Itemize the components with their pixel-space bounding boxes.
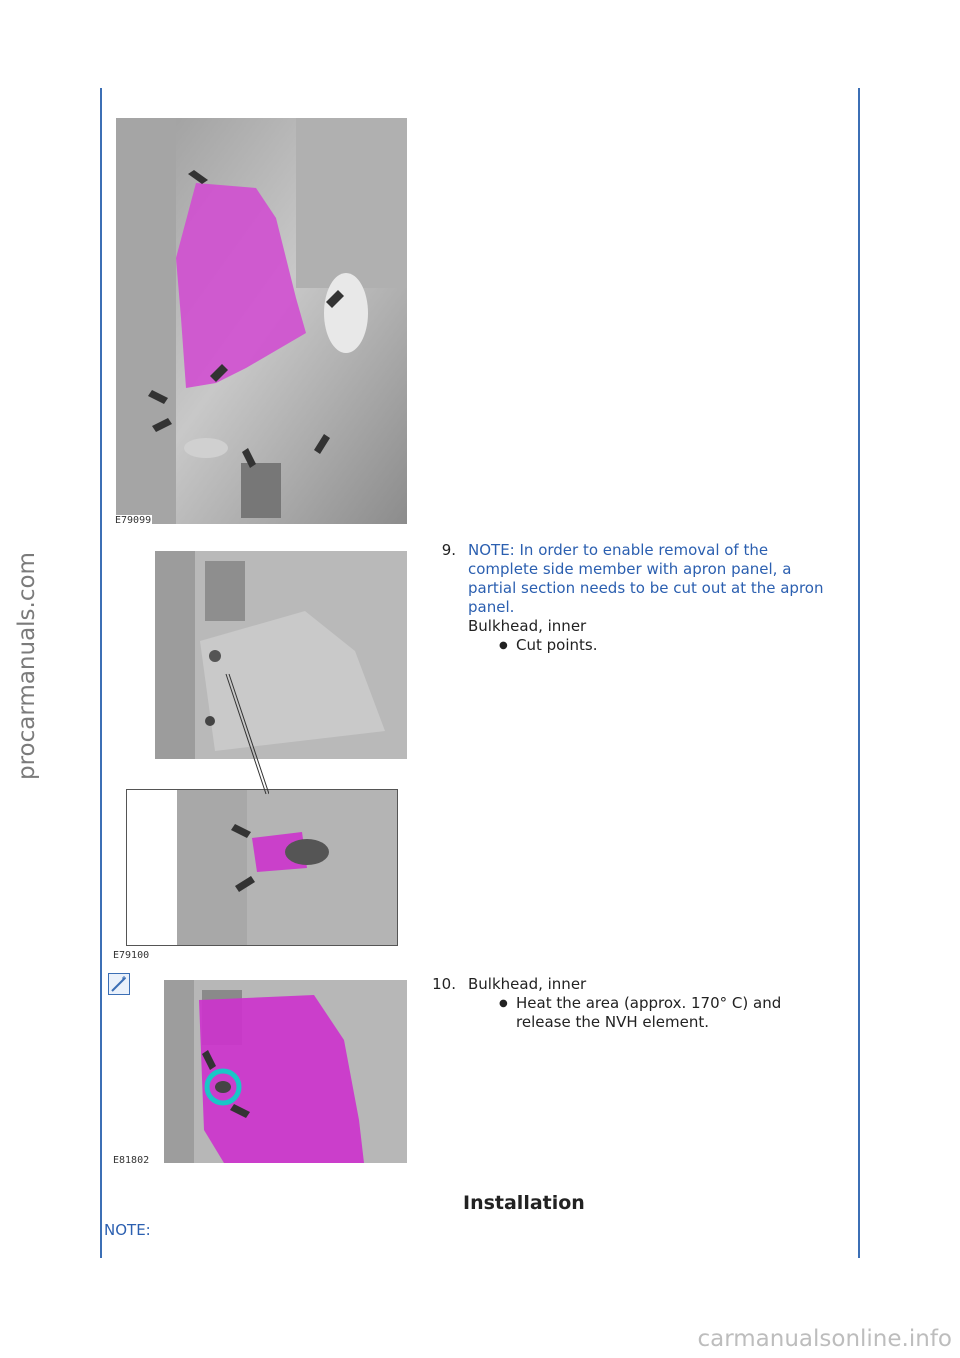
figure-label: E81802 (113, 1155, 150, 1166)
figure-label: E79099 (115, 515, 152, 526)
step-title: Bulkhead, inner (468, 617, 587, 635)
right-margin-rule (858, 88, 860, 1258)
figure-nvh-element (164, 980, 407, 1163)
bullet-item: ● Heat the area (approx. 170° C) and release the NVH element. (468, 994, 828, 1032)
figure-label: E79100 (113, 950, 150, 961)
left-margin-rule (100, 88, 102, 1258)
zoom-icon[interactable] (108, 973, 130, 995)
step-number: 10. (432, 975, 456, 993)
step-title: Bulkhead, inner (468, 975, 587, 993)
step-9 (428, 541, 828, 671)
figure-cut-points-detail (126, 789, 398, 946)
footer-watermark: carmanualsonline.info (697, 1326, 952, 1352)
step-number: 9. (441, 541, 456, 559)
section-note: NOTE: (104, 1221, 151, 1239)
bullet-item: ● Cut points. (468, 636, 828, 655)
callout-line (224, 672, 269, 797)
figure-bulkhead-overview (116, 118, 407, 524)
side-watermark: procarmanuals.com (14, 552, 40, 780)
step-10 (428, 975, 828, 1055)
figure-cut-points (155, 551, 407, 759)
section-heading: Installation (463, 1192, 585, 1214)
step-note: NOTE: In order to enable removal of the complete side member with apron panel, a partial section needs to be cut out at the apron panel. (468, 541, 824, 616)
